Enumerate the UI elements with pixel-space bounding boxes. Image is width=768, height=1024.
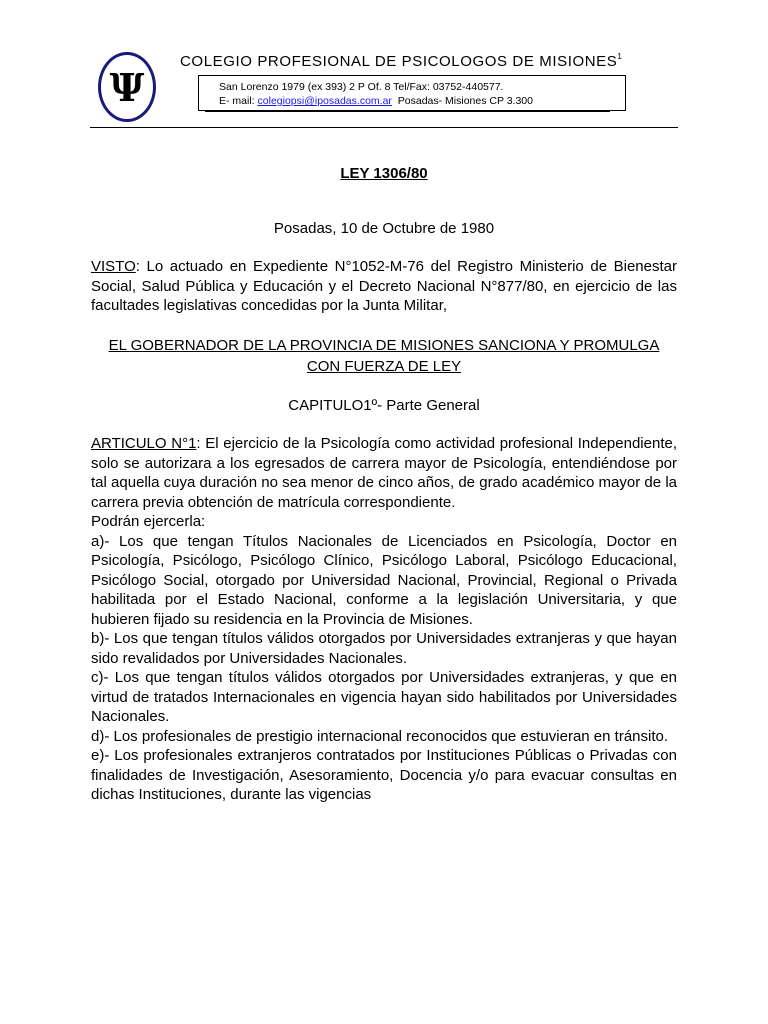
date-line: Posadas, 10 de Octubre de 1980 (273, 219, 495, 237)
list-item: a)- Los que tengan Títulos Nacionales de Licenciados en Psicología, Doctor en Psicología, Psicólogo, Psicólogo Clínico, Psicólogo Laboral, Psicólogo Educacional, Psicólogo Social, otorgado por Universidad Nacional, Provincial, Regional o Privada habilitada por el Estado Nacional, conforme a la legislación Universitaria, y que hubieren fijado su residencia en la Provincia de Misiones. (91, 532, 677, 628)
sanction-line: EL GOBERNADOR DE LA PROVINCIA DE MISIONES SANCIONA Y PROMULGA CON FUERZA DE LEY (108, 336, 660, 375)
org-name: COLEGIO PROFESIONAL DE PSICOLOGOS DE MISIONES$^1$ (180, 52, 623, 70)
article-label: ARTICULO N°1 (91, 435, 197, 452)
header-divider (90, 127, 678, 128)
list-item: d)- Los profesionales de prestigio internacional reconocidos que estuvieran en tránsito. (91, 727, 669, 745)
email-line: E- mail: colegiopsi@iposadas.com.ar Posadas- Misiones CP 3.300 (219, 95, 533, 107)
podran-line: Podrán ejercerla: (91, 513, 206, 530)
visto-label: VISTO (91, 258, 136, 275)
list-item: e)- Los profesionales extranjeros contratados por Instituciones Públicas o Privadas con finalidades de Investigación, Asesoramiento, Docencia y/o para evacuar consultas en dichas Instituciones, durante las vigencias (91, 747, 677, 803)
visto-paragraph: VISTO: Lo actuado en Expediente N°1052-M-76 del Registro Ministerio de Bienestar Social, Salud Pública y Educación y el Decreto Nacional N°877/80, en ejercicio de las facultades legislativas concedidas por la Junta Militar, (91, 258, 677, 314)
address-line: San Lorenzo 1979 (ex 393) 2 P Of. 8 Tel/Fax: 03752-440577. (219, 81, 504, 93)
contact-box (198, 75, 626, 111)
chapter-heading: CAPITULO1º- Parte General (288, 396, 480, 414)
college-logo (98, 52, 156, 122)
footnote-mark: 1 (617, 52, 623, 61)
article-1: ARTICULO N°1: El ejercicio de la Psicología como actividad profesional Independiente, solo se autorizara a los egresados de carrera mayor de Psicología, entendiéndose por tal aquella cuya duración no sea menor de cinco años, de grado académico mayor de la carrera previa obtención de matrícula correspondiente. (91, 435, 677, 511)
psi-icon: Ψ (109, 65, 145, 110)
email-link[interactable]: colegiopsi@iposadas.com.ar (257, 95, 392, 107)
law-title: LEY 1306/80 (340, 165, 428, 182)
location-text: Posadas- Misiones CP 3.300 (391, 95, 533, 107)
list-item: c)- Los que tengan títulos válidos otorgados por Universidades extranjeras, y que en virtud de tratados Internacionales en vigencia hayan sido habilitados por Universidades Nacionales. (91, 669, 677, 725)
list-item: b)- Los que tengan títulos válidos otorgados por Universidades extranjeras y que hayan sido revalidados por Universidades Nacionales. (91, 630, 677, 667)
document-body (91, 164, 677, 805)
contact-underline (205, 111, 610, 112)
